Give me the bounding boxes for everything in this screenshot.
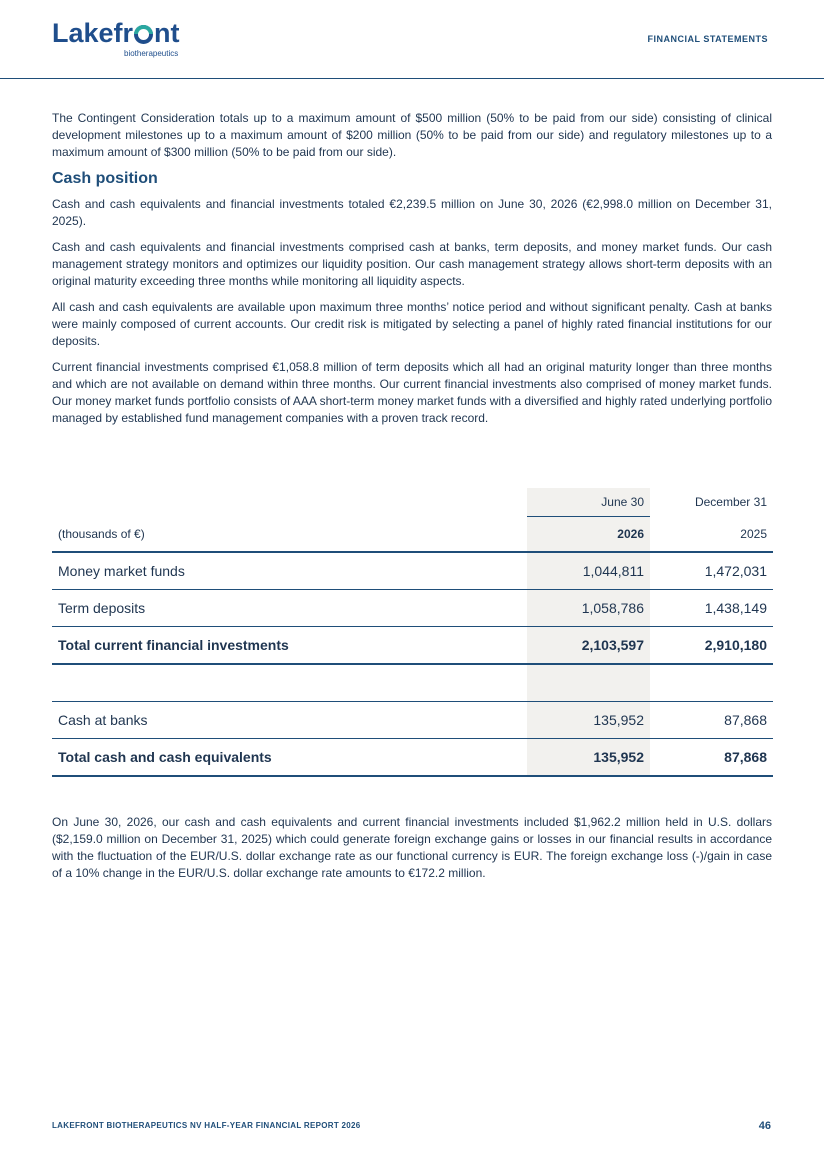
table-row (52, 702, 773, 739)
row-value-2025: 87,868 (650, 739, 773, 777)
row-label: Total current financial investments (52, 627, 527, 665)
row-label: Total cash and cash equivalents (52, 739, 527, 777)
intro-paragraph: The Contingent Consideration totals up to a maximum amount of $500 million (50% to be paid from our side) consisting of clinical development milestones up to a maximum amount of $200 million (50% to be paid from our side) and regulatory milestones up to a maximum amount of $300 million (50% to be paid from our side). (52, 111, 772, 159)
row-value-2025: 87,868 (650, 702, 773, 739)
cash-paragraph-4: Current financial investments comprised €1,058.8 million of term deposits which all had an original maturity longer than three months and which are not available on demand within three months. Our current financial investments also comprised of money market funds. Our money market funds portfolio consists of AAA short-term money market funds with a diversified and highly rated underlying portfolio managed by established fund management companies with a proven track record. (52, 360, 772, 425)
period-header-2: December 31 (694, 495, 767, 510)
company-logo (52, 18, 192, 58)
page-number: 46 (758, 1120, 771, 1132)
row-value-2026: 1,058,786 (527, 590, 650, 627)
table-row (52, 552, 773, 590)
section-title: FINANCIAL STATEMENTS (647, 34, 768, 44)
row-value-2026: 2,103,597 (527, 627, 650, 665)
footer-report-title: LAKEFRONT BIOTHERAPEUTICS NV HALF-YEAR FINANCIAL REPORT 2026 (52, 1121, 361, 1130)
closing-content (52, 814, 772, 891)
cash-position-heading: Cash position (52, 170, 158, 187)
fx-paragraph: On June 30, 2026, our cash and cash equivalents and current financial investments included $1,962.2 million held in U.S. dollars ($2,159.0 million on December 31, 2025) which could generate foreign exchange gains or losses in our financial results in accordance with the fluctuation of the EUR/U.S. dollar exchange rate as our functional currency is EUR. The foreign exchange loss (-)/gain in case of a 10% change in the EUR/U.S. dollar exchange rate amounts to €172.2 million. (52, 815, 772, 880)
unit-label: (thousands of €) (52, 517, 527, 553)
table-corner (52, 488, 527, 517)
table-total-row (52, 739, 773, 777)
row-label: Term deposits (52, 590, 527, 627)
cash-paragraph-1: Cash and cash equivalents and financial investments totaled €2,239.5 million on June 30, 2026 (€2,998.0 million on December 31, 2025). (52, 197, 772, 228)
year-header-2: 2025 (650, 517, 773, 553)
logo-o-icon (134, 25, 153, 44)
cash-paragraph-3: All cash and cash equivalents are available upon maximum three months’ notice period and without significant penalty. Cash at banks were mainly composed of current accounts. Our credit risk is mitigated by selecting a panel of highly rated financial institutions for our deposits. (52, 300, 772, 348)
body-content (52, 110, 772, 436)
table-total-row (52, 627, 773, 665)
spacer-cell-shaded (527, 664, 650, 702)
row-value-2026: 1,044,811 (527, 552, 650, 590)
table-spacer-row (52, 664, 773, 702)
table-year-row (52, 517, 773, 553)
row-value-2026: 135,952 (527, 702, 650, 739)
logo-text-pre: Lakefr (52, 18, 134, 48)
spacer-cell (52, 664, 527, 702)
row-value-2026: 135,952 (527, 739, 650, 777)
table-row (52, 590, 773, 627)
table-period-row (52, 488, 773, 517)
row-value-2025: 1,438,149 (650, 590, 773, 627)
logo-wordmark (52, 18, 180, 49)
page-header (0, 0, 824, 79)
year-header-1: 2026 (527, 517, 650, 553)
row-label: Cash at banks (52, 702, 527, 739)
period-header-1: June 30 (527, 488, 650, 517)
row-value-2025: 2,910,180 (650, 627, 773, 665)
logo-text-post: nt (154, 18, 180, 48)
cash-paragraph-2: Cash and cash equivalents and financial investments comprised cash at banks, term deposits, and money market funds. Our cash management strategy monitors and optimizes our liquidity position. Our cash management strategy allows short-term deposits with an original maturity exceeding three months while monitoring all liquidity aspects. (52, 240, 772, 288)
financial-investments-table (52, 488, 773, 777)
logo-subtitle: biotherapeutics (124, 49, 179, 58)
spacer-cell (650, 664, 773, 702)
row-value-2025: 1,472,031 (650, 552, 773, 590)
row-label: Money market funds (52, 552, 527, 590)
